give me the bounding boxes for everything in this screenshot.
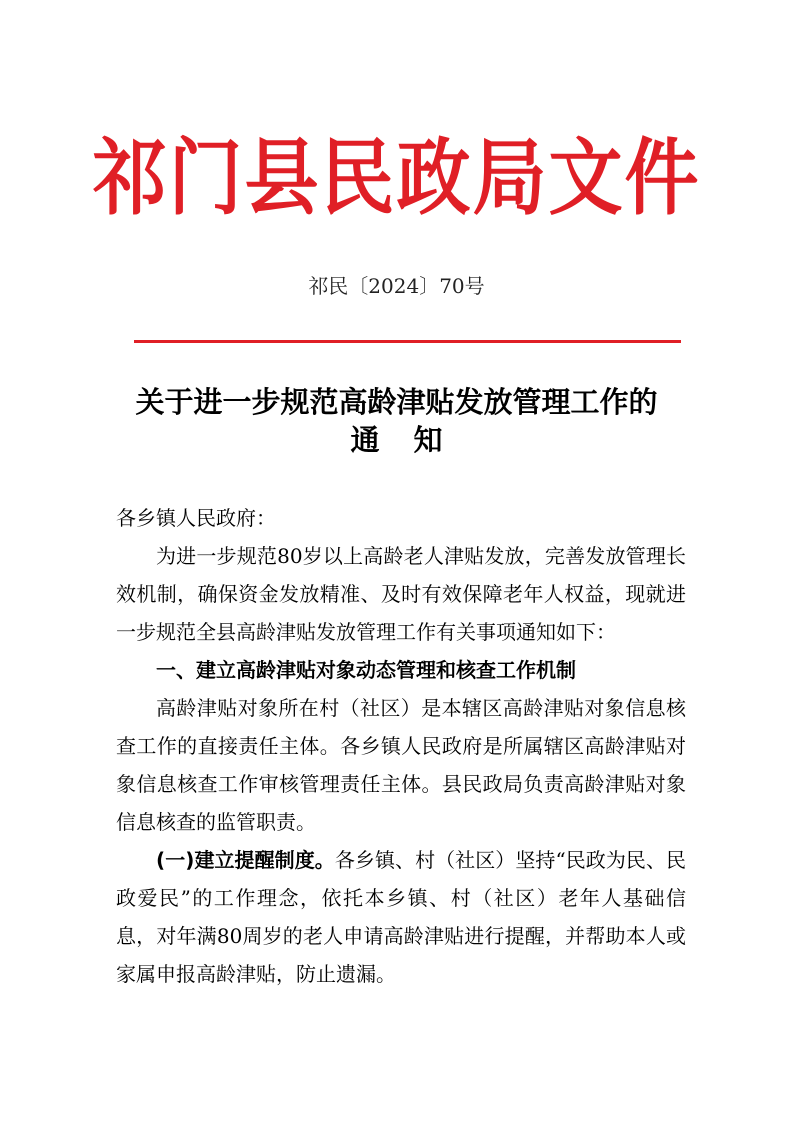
section-paragraph: 高龄津贴对象所在村（社区）是本辖区高龄津贴对象信息核查工作的直接责任主体。各乡镇人民政府是所属辖区高龄津贴对象信息核查工作审核管理责任主体。县民政局负责高龄津贴对象信息核查的监管职责。 <box>116 696 686 834</box>
item-paragraph <box>116 841 686 993</box>
item-label: (一)建立提醒制度。 <box>156 848 335 872</box>
red-separator-line <box>134 340 681 343</box>
document-number: 祁民〔2024〕70号 <box>308 274 485 298</box>
section-heading: 一、建立高龄津贴对象动态管理和核查工作机制 <box>156 658 576 682</box>
title-line-2: 通知 <box>350 423 477 457</box>
document-masthead: 祁门县民政局文件 <box>92 130 701 227</box>
intro-paragraph: 为进一步规范80岁以上高龄老人津贴发放，完善发放管理长效机制，确保资金发放精准、及时有效保障老年人权益，现就进一步规范全县高龄津贴发放管理工作有关事项通知如下： <box>116 544 686 644</box>
item-text: 各乡镇、村（社区）坚持“民政为民、民政爱民”的工作理念，依托本乡镇、村（社区）老年人基础信息，对年满80周岁的老人申请高龄津贴进行提醒，并帮助本人或家属申报高龄津贴，防止遗漏。 <box>116 848 687 986</box>
title-line-1: 关于进一步规范高龄津贴发放管理工作的 <box>135 385 658 419</box>
document-body <box>116 499 686 993</box>
document-title <box>0 383 793 459</box>
salutation: 各乡镇人民政府： <box>116 506 276 530</box>
